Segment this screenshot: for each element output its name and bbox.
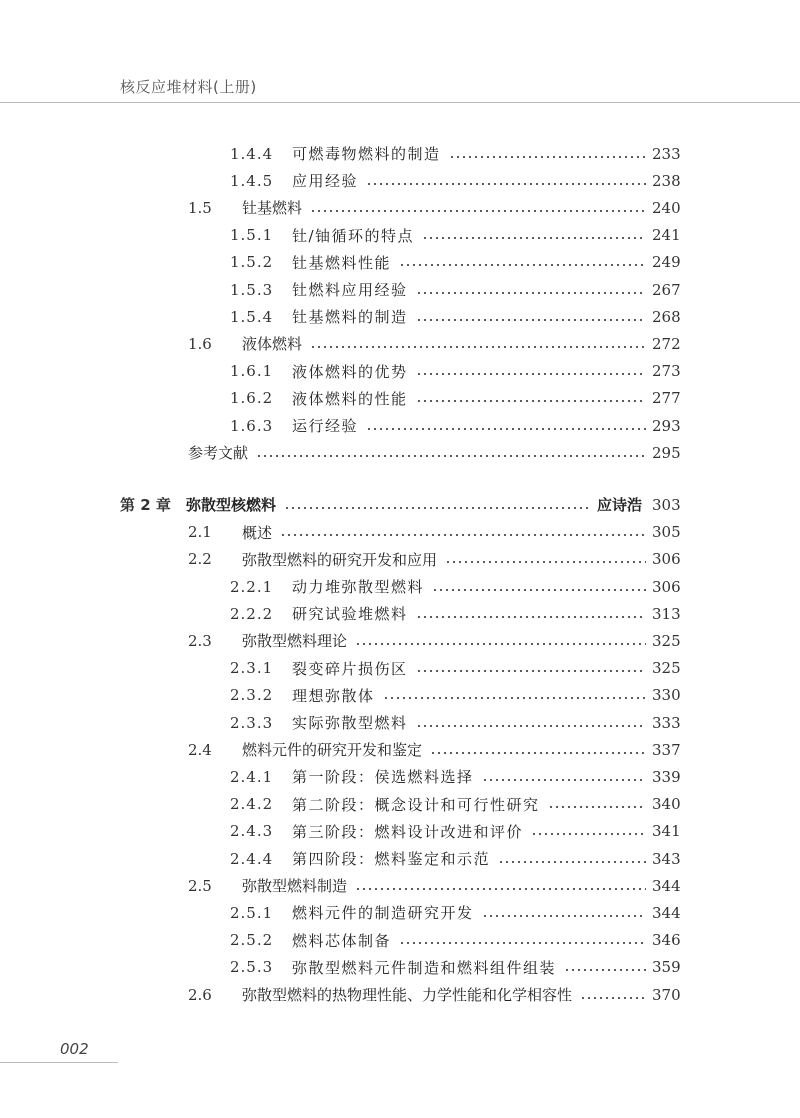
toc-subsection-entry (230, 385, 680, 412)
toc-subsection-entry (230, 791, 680, 818)
toc-entry-author: 应诗浩 (596, 496, 642, 515)
toc-section-entry (188, 981, 680, 1008)
toc-entry-title: 钍/铀循环的特点 (292, 226, 415, 245)
toc-dot-leader (531, 833, 646, 835)
toc-dot-leader (416, 373, 646, 375)
toc-dot-leader (355, 643, 646, 645)
toc-subsection-entry (230, 222, 680, 249)
toc-entry-title: 燃料元件的研究开发和鉴定 (242, 741, 423, 760)
toc-dot-leader (564, 969, 646, 971)
toc-entry-number: 2.4.2 (230, 795, 274, 814)
toc-entry-title: 钍基燃料 (242, 199, 303, 218)
toc-entry-page: 344 (652, 876, 681, 895)
toc-section-entry (188, 439, 680, 466)
toc-entry-page: 344 (652, 903, 681, 922)
toc-entry-page: 306 (652, 550, 681, 569)
toc-entry-number: 2.5.2 (230, 931, 274, 950)
toc-entry-title: 理想弥散体 (292, 686, 375, 705)
toc-dot-leader (416, 670, 646, 672)
toc-entry-page: 293 (652, 416, 681, 435)
toc-entry-title: 参考文献 (188, 444, 249, 463)
toc-entry-title: 燃料芯体制备 (292, 931, 392, 950)
toc-entry-number: 1.4.4 (230, 144, 274, 163)
toc-dot-leader (399, 264, 646, 266)
toc-entry-title: 第三阶段：燃料设计改进和评价 (292, 822, 524, 841)
toc-entry-page: 272 (652, 334, 681, 353)
toc-entry-title: 可燃毒物燃料的制造 (292, 145, 441, 163)
toc-dot-leader (284, 507, 589, 509)
toc-section-entry (188, 546, 680, 573)
toc-entry-page: 240 (652, 198, 681, 217)
toc-entry-number: 1.5.3 (230, 280, 274, 299)
toc-entry-page: 313 (652, 604, 681, 623)
toc-entry-title: 燃料元件的制造研究开发 (292, 904, 474, 923)
toc-entry-title: 钍基燃料的制造 (292, 308, 408, 327)
toc-entry-page: 341 (652, 822, 681, 841)
toc-entry-page: 325 (652, 631, 681, 650)
toc-entry-title: 钍基燃料性能 (292, 253, 392, 272)
toc-entry-title: 裂变碎片损伤区 (292, 659, 408, 678)
toc-dot-leader (432, 589, 646, 591)
toc-dot-leader (416, 400, 646, 402)
toc-entry-number: 1.6 (188, 334, 212, 353)
toc-entry-number: 1.6.3 (230, 416, 274, 435)
toc-entry-number: 1.5.2 (230, 253, 274, 272)
toc-entry-number: 2.1 (188, 523, 212, 542)
toc-entry-title: 液体燃料的性能 (292, 389, 408, 408)
toc-entry-number: 2.6 (188, 985, 212, 1004)
toc-entry-page: 233 (652, 144, 681, 163)
toc-entry-page: 337 (652, 740, 681, 759)
toc-subsection-entry (230, 709, 680, 736)
toc-entry-page: 249 (652, 253, 681, 272)
toc-dot-leader (416, 319, 646, 321)
toc-entry-title: 研究试验堆燃料 (292, 605, 408, 624)
toc-dot-leader (310, 346, 646, 348)
toc-section-entry (188, 519, 680, 546)
toc-dot-leader (430, 752, 646, 754)
toc-subsection-entry (230, 167, 680, 194)
toc-dot-leader (445, 561, 646, 563)
toc-entry-title: 应用经验 (292, 172, 359, 191)
toc-dot-leader (383, 697, 646, 699)
toc-entry-page: 333 (652, 713, 681, 732)
toc-dot-leader (355, 888, 646, 890)
toc-subsection-entry (230, 763, 680, 790)
toc-entry-number: 2.4.3 (230, 822, 274, 841)
toc-entry-page: 306 (652, 577, 681, 596)
toc-entry-number: 2.3 (188, 631, 212, 650)
toc-subsection-entry (230, 682, 680, 709)
toc-entry-title: 弥散型燃料制造 (242, 877, 348, 896)
toc-entry-page: 325 (652, 659, 681, 678)
toc-entry-title: 运行经验 (292, 417, 359, 435)
toc-entry-number: 第 2 章 (120, 496, 171, 515)
toc-entry-title: 实际弥散型燃料 (292, 714, 408, 732)
toc-entry-number: 1.6.2 (230, 389, 274, 408)
toc-subsection-entry (230, 412, 680, 439)
toc-entry-page: 295 (652, 443, 681, 462)
toc-entry-title: 概述 (242, 523, 273, 542)
toc-entry-number: 2.4.1 (230, 767, 274, 786)
toc-entry-number: 2.5.3 (230, 958, 274, 977)
toc-entry-page: 268 (652, 307, 681, 326)
toc-entry-number: 2.5.1 (230, 903, 274, 922)
toc-entry-page: 303 (652, 495, 681, 514)
toc-entry-page: 238 (652, 171, 681, 190)
toc-entry-page: 370 (652, 985, 681, 1004)
toc-subsection-entry (230, 845, 680, 872)
toc-entry-number: 1.6.1 (230, 362, 274, 381)
toc-subsection-entry (230, 276, 680, 303)
toc-section-entry (188, 194, 680, 221)
page-number: 002 (60, 1040, 89, 1058)
toc-subsection-entry (230, 899, 680, 926)
toc-subsection-entry (230, 655, 680, 682)
toc-entry-number: 2.3.3 (230, 713, 274, 732)
footer-divider (0, 1062, 118, 1063)
toc-entry-page: 359 (652, 958, 681, 977)
toc-entry-title: 第一阶段：侯选燃料选择 (292, 768, 474, 787)
toc-entry-page: 267 (652, 280, 681, 299)
toc-entry-number: 2.2.1 (230, 577, 274, 596)
toc-dot-leader (256, 455, 646, 457)
header-divider (0, 102, 800, 103)
toc-dot-leader (310, 210, 646, 212)
toc-subsection-entry (230, 818, 680, 845)
toc-dot-leader (422, 237, 646, 239)
toc-subsection-entry (230, 927, 680, 954)
toc-entry-number: 2.4.4 (230, 849, 274, 868)
toc-entry-page: 339 (652, 767, 681, 786)
running-header-title: 核反应堆材料(上册) (120, 78, 257, 96)
toc-subsection-entry (230, 303, 680, 330)
toc-entry-number: 1.5.1 (230, 226, 274, 245)
toc-section-entry (188, 736, 680, 763)
toc-entry-title: 弥散型燃料理论 (242, 632, 348, 651)
toc-entry-title: 第二阶段：概念设计和可行性研究 (292, 795, 540, 814)
toc-entry-title: 弥散型燃料元件制造和燃料组件组装 (292, 958, 557, 977)
toc-dot-leader (482, 915, 646, 917)
toc-dot-leader (548, 806, 646, 808)
toc-entry-title: 钍燃料应用经验 (292, 281, 408, 299)
toc-subsection-entry (230, 600, 680, 627)
toc-section-entry (188, 330, 680, 357)
toc-entry-number: 2.2.2 (230, 604, 274, 623)
toc-dot-leader (416, 292, 646, 294)
toc-dot-leader (416, 616, 646, 618)
toc-dot-leader (399, 942, 646, 944)
toc-chapter-entry (120, 491, 680, 518)
toc-dot-leader (580, 997, 646, 999)
toc-subsection-entry (230, 573, 680, 600)
toc-entry-title: 弥散型核燃料 (186, 496, 277, 515)
toc-entry-page: 241 (652, 226, 681, 245)
toc-entry-number: 2.3.2 (230, 686, 274, 705)
toc-entry-number: 2.3.1 (230, 659, 274, 678)
toc-dot-leader (449, 156, 646, 158)
toc-dot-leader (366, 183, 646, 185)
toc-subsection-entry (230, 249, 680, 276)
toc-dot-leader (482, 779, 646, 781)
toc-dot-leader (416, 725, 646, 727)
toc-entry-title: 动力堆弥散型燃料 (292, 578, 425, 596)
toc-section-entry (188, 627, 680, 654)
toc-entry-page: 330 (652, 686, 681, 705)
toc-dot-leader (498, 861, 646, 863)
toc-entry-number: 2.4 (188, 740, 212, 759)
toc-entry-title: 液体燃料的优势 (292, 362, 408, 381)
toc-section-entry (188, 872, 680, 899)
toc-dot-leader (366, 428, 646, 430)
toc-entry-number: 1.5.4 (230, 307, 274, 326)
toc-entry-number: 2.5 (188, 876, 212, 895)
toc-entry-title: 弥散型燃料的热物理性能、力学性能和化学相容性 (242, 986, 573, 1004)
toc-dot-leader (280, 534, 646, 536)
toc-subsection-entry (230, 954, 680, 981)
toc-entry-number: 2.2 (188, 550, 212, 569)
toc-subsection-entry (230, 140, 680, 167)
toc-entry-number: 1.5 (188, 198, 212, 217)
toc-entry-page: 305 (652, 523, 681, 542)
toc-entry-title: 第四阶段：燃料鉴定和示范 (292, 850, 491, 868)
toc-entry-page: 346 (652, 931, 681, 950)
toc-entry-page: 340 (652, 795, 681, 814)
toc-entry-number: 1.4.5 (230, 171, 274, 190)
toc-entry-page: 273 (652, 362, 681, 381)
toc-entry-page: 343 (652, 849, 681, 868)
toc-subsection-entry (230, 358, 680, 385)
toc-entry-page: 277 (652, 389, 681, 408)
toc-entry-title: 液体燃料 (242, 335, 303, 354)
toc-entry-title: 弥散型燃料的研究开发和应用 (242, 550, 438, 569)
